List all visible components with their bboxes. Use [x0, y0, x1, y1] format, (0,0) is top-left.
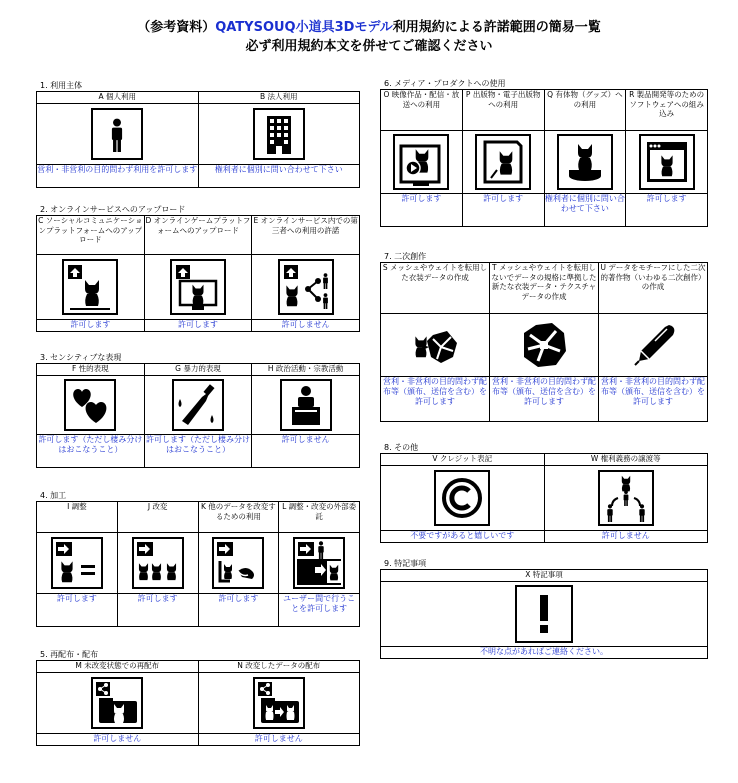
- item-header: G 暴力的表現: [144, 364, 252, 376]
- section-online-upload: [36, 205, 360, 332]
- section-processing: [36, 491, 360, 627]
- upload-social-icon: [62, 259, 118, 315]
- section-table: [380, 89, 708, 227]
- status-text: 許可します: [462, 194, 544, 227]
- item-header: M 未改変状態での再配布: [37, 661, 199, 673]
- section-label: 5. 再配布・配布: [40, 650, 99, 659]
- section-table: [36, 91, 360, 188]
- item-icon-cell: [544, 466, 708, 531]
- item-icon-cell: [544, 131, 626, 194]
- copyright-icon: [434, 470, 490, 526]
- section-usage-entity: [36, 81, 360, 188]
- status-text: 不要ですがあると嬉しいです: [381, 531, 545, 543]
- video-icon: [393, 134, 449, 190]
- section-table: [36, 215, 360, 332]
- status-text: 許可しません: [252, 435, 360, 468]
- section-label: 2. オンラインサービスへのアップロード: [40, 205, 186, 214]
- outsource-icon: [293, 537, 345, 589]
- section-special-notes: [380, 559, 708, 659]
- mesh-transfer-icon: [407, 317, 463, 373]
- section-table: [380, 453, 708, 543]
- status-text: 許可します: [144, 320, 252, 332]
- item-header: L 調整・改変の外部委託: [279, 502, 360, 533]
- knife-icon: [172, 379, 224, 431]
- status-text: 営利・非営利の目的問わず配布等（頒布、送信を含む）を許可します: [599, 377, 708, 422]
- item-icon-cell: [490, 314, 599, 377]
- status-text: 許可します: [198, 594, 279, 627]
- software-icon: [639, 134, 695, 190]
- status-text: 不明な点があればご連絡ください。: [381, 647, 708, 659]
- title-line-1: [0, 18, 738, 37]
- item-icon-cell: [252, 376, 360, 435]
- section-table: [380, 262, 708, 422]
- status-text: 許可します: [381, 194, 463, 227]
- section-redistribution: [36, 650, 360, 746]
- status-text: 営利・非営利の目的問わず配布等（頒布、送信を含む）を許可します: [381, 377, 490, 422]
- item-icon-cell: [381, 131, 463, 194]
- section-derivative-works: [380, 252, 708, 422]
- status-text: 許可しません: [544, 531, 708, 543]
- status-text: 権利者に個別に問い合わせて下さい: [198, 165, 360, 188]
- podium-icon: [280, 379, 332, 431]
- item-icon-cell: [381, 466, 545, 531]
- use-for-other-icon: [212, 537, 264, 589]
- item-header: X 特記事項: [381, 570, 708, 582]
- item-icon-cell: [279, 533, 360, 594]
- status-text: 許可します: [37, 594, 118, 627]
- item-header: W 権利義務の譲渡等: [544, 454, 708, 466]
- building-icon: [253, 108, 305, 160]
- modify-icon: [132, 537, 184, 589]
- item-header: R 製品開発等のためのソフトウェアへの組み込み: [626, 90, 708, 131]
- title-brand: QATYSOUQ小道具3Dモデル: [215, 20, 393, 35]
- item-icon-cell: [381, 314, 490, 377]
- status-text: ユーザー間で行うことを許可します: [279, 594, 360, 627]
- item-icon-cell: [381, 582, 708, 647]
- item-icon-cell: [117, 533, 198, 594]
- title-suffix: 利用規約による許諾範囲の簡易一覧: [392, 20, 601, 35]
- status-text: 許可しません: [37, 734, 199, 746]
- status-text: 許可しません: [252, 320, 360, 332]
- item-icon-cell: [37, 673, 199, 734]
- item-header: P 出版物・電子出版物への利用: [462, 90, 544, 131]
- share-third-party-icon: [278, 259, 334, 315]
- title-prefix: （参考資料）: [137, 20, 216, 35]
- person-icon: [91, 108, 143, 160]
- item-header: A 個人利用: [37, 92, 199, 104]
- item-header: S メッシュやウェイトを転用した衣装データの作成: [381, 263, 490, 314]
- page-title: [0, 18, 738, 56]
- item-icon-cell: [198, 533, 279, 594]
- section-table: [36, 363, 360, 468]
- item-icon-cell: [37, 104, 199, 165]
- item-header: Q 有体物（グッズ）への利用: [544, 90, 626, 131]
- item-header: J 改変: [117, 502, 198, 533]
- item-header: U データをモチーフにした二次的著作物（いわゆる二次創作）の作成: [599, 263, 708, 314]
- section-table: [36, 660, 360, 746]
- item-icon-cell: [198, 104, 360, 165]
- new-clothing-icon: [516, 317, 572, 373]
- status-text: 営利・非営利の目的問わず配布等（頒布、送信を含む）を許可します: [490, 377, 599, 422]
- distribute-modified-icon: [253, 677, 305, 729]
- section-table: [36, 501, 360, 627]
- section-label: 9. 特記事項: [384, 559, 427, 568]
- item-header: E オンラインサービス内での第三者への利用の許諾: [252, 216, 360, 255]
- status-text: 権利者に個別に問い合わせて下さい: [544, 194, 626, 227]
- item-header: H 政治活動・宗教活動: [252, 364, 360, 376]
- publication-icon: [475, 134, 531, 190]
- item-header: V クレジット表記: [381, 454, 545, 466]
- status-text: 許可します（ただし棲み分けはおこなうこと）: [144, 435, 252, 468]
- item-icon-cell: [626, 131, 708, 194]
- status-text: 許可します（ただし棲み分けはおこなうこと）: [37, 435, 145, 468]
- goods-icon: [557, 134, 613, 190]
- status-text: 許可します: [117, 594, 198, 627]
- item-icon-cell: [462, 131, 544, 194]
- redistribute-icon: [91, 677, 143, 729]
- item-header: C ソーシャルコミュニケーションプラットフォームへのアップロード: [37, 216, 145, 255]
- section-label: 8. その他: [384, 443, 419, 452]
- adjust-icon: [51, 537, 103, 589]
- section-other: [380, 443, 708, 543]
- exclamation-icon: [515, 585, 573, 643]
- item-header: B 法人利用: [198, 92, 360, 104]
- upload-game-icon: [170, 259, 226, 315]
- section-label: 4. 加工: [40, 491, 67, 500]
- status-text: 許可します: [626, 194, 708, 227]
- item-icon-cell: [198, 673, 360, 734]
- status-text: 許可します: [37, 320, 145, 332]
- section-sensitive-expression: [36, 353, 360, 468]
- title-line-2: 必ず利用規約本文を併せてご確認ください: [245, 39, 493, 54]
- section-label: 7. 二次創作: [384, 252, 427, 261]
- section-table: [380, 569, 708, 659]
- item-icon-cell: [37, 533, 118, 594]
- hearts-icon: [64, 379, 116, 431]
- item-header: F 性的表現: [37, 364, 145, 376]
- item-icon-cell: [37, 255, 145, 320]
- item-header: I 調整: [37, 502, 118, 533]
- section-label: 6. メディア・プロダクトへの使用: [384, 79, 506, 88]
- section-label: 1. 利用主体: [40, 81, 83, 90]
- item-icon-cell: [252, 255, 360, 320]
- section-label: 3. センシティブな表現: [40, 353, 122, 362]
- item-header: K 他のデータを改変するための利用: [198, 502, 279, 533]
- item-icon-cell: [599, 314, 708, 377]
- item-icon-cell: [144, 376, 252, 435]
- pen-icon: [625, 317, 681, 373]
- item-header: O 映像作品・配信・放送への利用: [381, 90, 463, 131]
- item-header: T メッシュやウェイトを転用しないでデータの規格に準拠した新たな衣装データ・テクスチャデータの作成: [490, 263, 599, 314]
- item-header: D オンラインゲームプラットフォームへのアップロード: [144, 216, 252, 255]
- item-icon-cell: [37, 376, 145, 435]
- item-icon-cell: [144, 255, 252, 320]
- section-media-products: [380, 79, 708, 227]
- transfer-rights-icon: [598, 470, 654, 526]
- item-header: N 改変したデータの配布: [198, 661, 360, 673]
- status-text: 許可しません: [198, 734, 360, 746]
- status-text: 営利・非営利の目的問わず利用を許可します: [37, 165, 199, 188]
